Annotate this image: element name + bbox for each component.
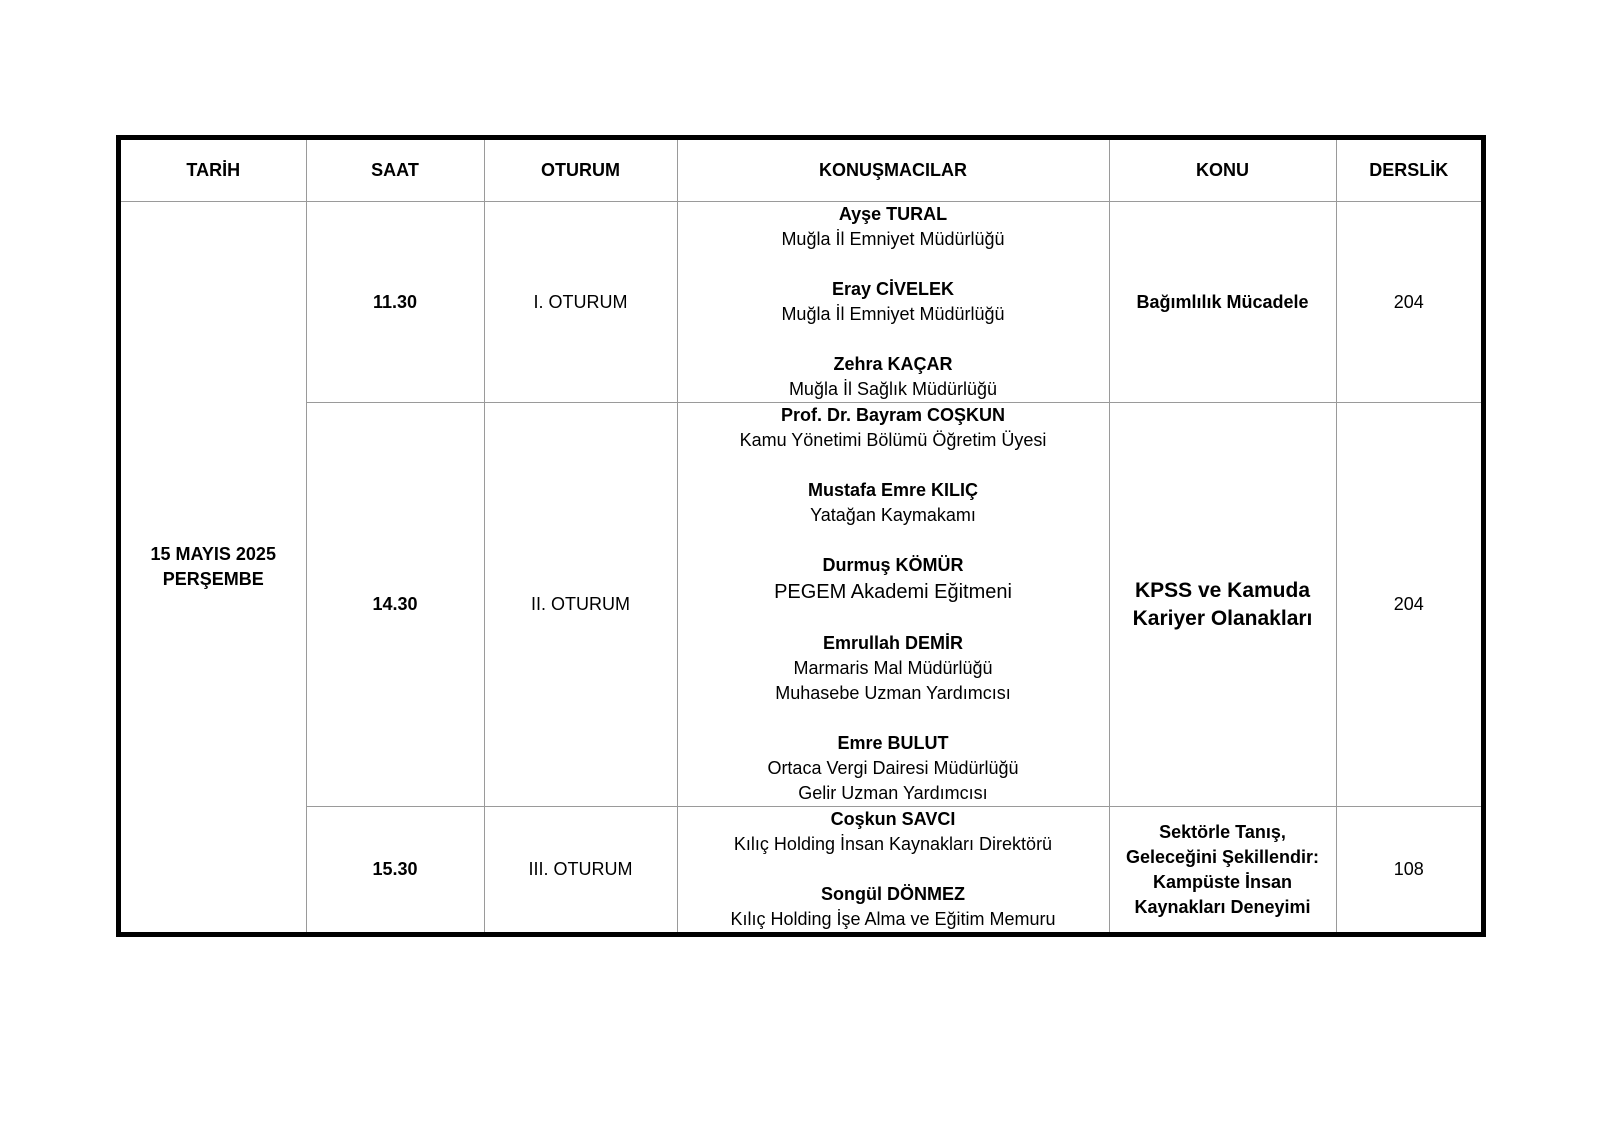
speaker-affiliation: Yatağan Kaymakamı xyxy=(810,505,976,525)
speaker-entry xyxy=(730,882,1055,932)
time-cell: 15.30 xyxy=(306,807,484,933)
session-cell: II. OTURUM xyxy=(484,403,677,807)
time-cell: 14.30 xyxy=(306,403,484,807)
speaker-entry xyxy=(734,807,1052,857)
speaker-entry xyxy=(774,553,1012,606)
session-cell: III. OTURUM xyxy=(484,807,677,933)
speaker-entry xyxy=(781,277,1004,327)
topic-cell xyxy=(1109,403,1336,807)
date-cell xyxy=(121,202,306,933)
speaker-title: Gelir Uzman Yardımcısı xyxy=(798,783,988,803)
speaker-list xyxy=(678,807,1109,932)
speaker-name: Emrullah DEMİR xyxy=(822,633,964,653)
speaker-name: Ayşe TURAL xyxy=(838,204,948,224)
topic-text: Sektörle Tanış, Geleceğini Şekillendir: Kampüste İnsan Kaynakları Deneyimi xyxy=(1125,821,1320,917)
speaker-entry xyxy=(775,631,1010,706)
speaker-affiliation: Muğla İl Emniyet Müdürlüğü xyxy=(781,304,1005,324)
speaker-affiliation: Ortaca Vergi Dairesi Müdürlüğü xyxy=(767,758,1019,778)
header-session: OTURUM xyxy=(484,140,677,202)
room-cell: 108 xyxy=(1336,807,1481,933)
speaker-entry xyxy=(767,731,1018,806)
speaker-name: Mustafa Emre KILIÇ xyxy=(807,480,979,500)
header-speakers: KONUŞMACILAR xyxy=(677,140,1109,202)
table-row xyxy=(121,403,1481,807)
speaker-name: Prof. Dr. Bayram COŞKUN xyxy=(780,405,1006,425)
speakers-cell xyxy=(677,807,1109,933)
speaker-name: Songül DÖNMEZ xyxy=(821,884,965,904)
session-cell: I. OTURUM xyxy=(484,202,677,403)
speaker-name: Zehra KAÇAR xyxy=(833,354,953,374)
header-time: SAAT xyxy=(306,140,484,202)
speakers-cell xyxy=(677,403,1109,807)
speaker-entry xyxy=(789,352,997,402)
speaker-entry xyxy=(781,202,1004,252)
header-row xyxy=(121,140,1481,202)
speaker-list xyxy=(678,403,1109,806)
speaker-name: Eray CİVELEK xyxy=(831,279,955,299)
topic-text: Bağımlılık Mücadele xyxy=(1136,291,1309,312)
speaker-name: Coşkun SAVCI xyxy=(830,809,956,829)
topic-cell xyxy=(1109,807,1336,933)
schedule-table-frame xyxy=(116,135,1486,937)
speaker-entry xyxy=(740,403,1047,453)
header-topic: KONU xyxy=(1109,140,1336,202)
speakers-cell xyxy=(677,202,1109,403)
topic-cell xyxy=(1109,202,1336,403)
speaker-affiliation: Marmaris Mal Müdürlüğü xyxy=(793,658,993,678)
speaker-title: Muhasebe Uzman Yardımcısı xyxy=(775,683,1011,703)
header-date: TARİH xyxy=(121,140,306,202)
date-line-1: 15 MAYIS 2025 xyxy=(150,544,276,564)
room-cell: 204 xyxy=(1336,202,1481,403)
speaker-entry xyxy=(808,478,978,528)
room-cell: 204 xyxy=(1336,403,1481,807)
date-line-2: PERŞEMBE xyxy=(162,569,264,589)
speaker-list xyxy=(678,202,1109,402)
time-cell: 11.30 xyxy=(306,202,484,403)
schedule-table xyxy=(121,140,1481,932)
table-row xyxy=(121,807,1481,933)
speaker-affiliation: Kılıç Holding İşe Alma ve Eğitim Memuru xyxy=(730,909,1056,929)
topic-text: KPSS ve Kamuda Kariyer Olanakları xyxy=(1132,578,1313,630)
speaker-affiliation: Muğla İl Sağlık Müdürlüğü xyxy=(788,379,998,399)
speaker-affiliation: Kamu Yönetimi Bölümü Öğretim Üyesi xyxy=(739,430,1047,450)
table-row xyxy=(121,202,1481,403)
speaker-affiliation: Kılıç Holding İnsan Kaynakları Direktörü xyxy=(733,834,1053,854)
header-room: DERSLİK xyxy=(1336,140,1481,202)
speaker-affiliation: Muğla İl Emniyet Müdürlüğü xyxy=(781,229,1005,249)
speaker-name: Durmuş KÖMÜR xyxy=(822,555,964,575)
speaker-name: Emre BULUT xyxy=(837,733,949,753)
speaker-affiliation: PEGEM Akademi Eğitmeni xyxy=(774,581,1012,603)
